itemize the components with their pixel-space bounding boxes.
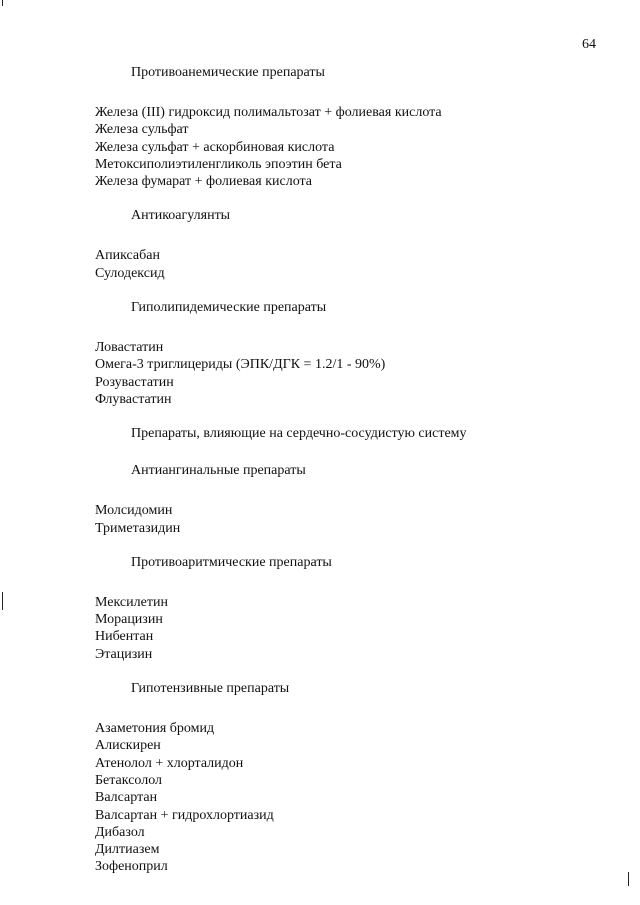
section-antiarrhythmic [95,554,615,663]
section-cardiovascular [95,425,615,442]
drug-list [95,594,615,663]
scan-edge-mark [2,592,3,610]
drug-item: Железа фумарат + фолиевая кислота [95,174,313,190]
section-heading: Препараты, влияющие на сердечно-сосудистую систему [131,426,467,442]
drug-item: Алискирен [95,738,161,754]
drug-item: Розувастатин [95,374,174,390]
section-heading: Гиполипидемические препараты [131,300,327,316]
scan-edge-mark [2,0,3,6]
section-antianemic [95,64,615,190]
section-heading: Гипотензивные препараты [131,681,290,697]
drug-item: Молсидомин [95,503,173,519]
section-heading: Противоанемические препараты [131,65,325,80]
drug-item: Флувастатин [95,391,172,407]
drug-item: Валсартан [95,790,158,806]
drug-item: Омега-3 триглицериды (ЭПК/ДГК = 1.2/1 - 90%) [95,357,386,373]
drug-item: Сулодексид [95,265,165,281]
drug-item: Дибазол [95,824,145,840]
drug-item: Ловастатин [95,340,164,356]
drug-item: Зофеноприл [95,859,168,875]
drug-list [95,720,615,876]
section-anticoagulants [95,207,615,282]
drug-list [95,339,615,408]
drug-item: Морацизин [95,612,163,628]
drug-item: Валсартан + гидрохлортиазид [95,807,274,823]
section-hypolipidemic [95,299,615,408]
section-heading: Антикоагулянты [131,208,231,224]
drug-list-content [95,64,615,893]
drug-item: Мексилетин [95,594,168,610]
drug-item: Железа (III) гидроксид полимальтозат + фолиевая кислота [95,105,442,120]
scan-edge-mark [628,872,629,886]
page-number: 64 [582,37,596,52]
drug-item: Азаметония бромид [95,721,215,737]
drug-item: Апиксабан [95,248,160,264]
drug-item: Железа сульфат [95,122,189,138]
drug-list [95,502,615,537]
drug-item: Железа сульфат + аскорбиновая кислота [95,139,335,155]
drug-item: Атенолол + хлорталидон [95,755,244,771]
drug-item: Бетаксолол [95,772,163,788]
drug-list [95,104,615,190]
drug-item: Нибентан [95,629,154,645]
section-heading: Антиангинальные препараты [131,463,306,479]
section-hypotensive [95,680,615,876]
drug-item: Метоксиполиэтиленгликоль эпоэтин бета [95,156,342,172]
section-antianginal [95,462,615,537]
drug-item: Дилтиазем [95,842,160,858]
drug-item: Триметазидин [95,520,181,536]
section-heading: Противоаритмические препараты [131,554,332,570]
drug-list [95,247,615,282]
drug-item: Этацизин [95,646,153,662]
